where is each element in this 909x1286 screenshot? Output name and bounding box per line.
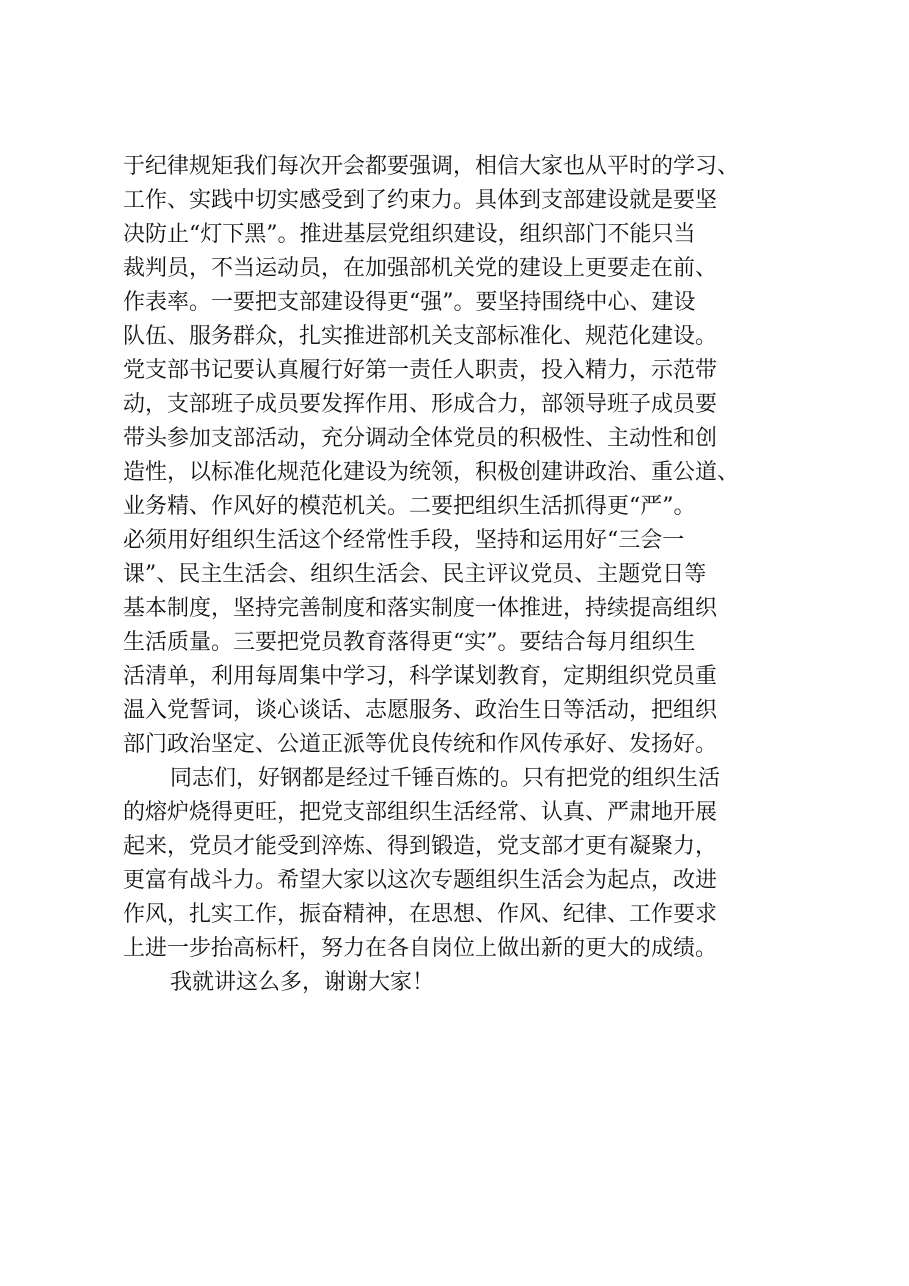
text-line: 作风，扎实工作，振奋精神，在思想、作风、纪律、工作要求 bbox=[123, 902, 718, 927]
text-line: 作表率。一要把支部建设得更“强”。要坚持围绕中心、建设 bbox=[123, 290, 696, 315]
text-line: 裁判员，不当运动员，在加强部机关党的建设上更要走在前、 bbox=[123, 256, 718, 281]
text-line: 更富有战斗力。希望大家以这次专题组织生活会为起点，改进 bbox=[123, 868, 718, 893]
text-line: 必须用好组织生活这个经常性手段，坚持和运用好“三会一 bbox=[123, 528, 685, 553]
closing-line: 我就讲这么多，谢谢大家！ bbox=[170, 970, 435, 995]
text-line: 的熔炉烧得更旺，把党支部组织生活经常、认真、严肃地开展 bbox=[123, 800, 718, 825]
text-line: 于纪律规矩我们每次开会都要强调，相信大家也从平时的学习、 bbox=[123, 154, 740, 179]
text-line: 上进一步抬高标杆，努力在各自岗位上做出新的更大的成绩。 bbox=[123, 936, 718, 961]
text-line: 课”、民主生活会、组织生活会、民主评议党员、主题党日等 bbox=[123, 562, 707, 587]
text-line: 部门政治坚定、公道正派等优良传统和作风传承好、发扬好。 bbox=[123, 732, 718, 757]
text-line: 基本制度，坚持完善制度和落实制度一体推进，持续提高组织 bbox=[123, 596, 718, 621]
text-line: 温入党誓词，谈心谈话、志愿服务、政治生日等活动，把组织 bbox=[123, 698, 718, 723]
text-line: 党支部书记要认真履行好第一责任人职责，投入精力，示范带 bbox=[123, 358, 718, 383]
text-line: 生活质量。三要把党员教育落得更“实”。要结合每月组织生 bbox=[123, 630, 696, 655]
paragraph-first-line: 同志们，好钢都是经过千锤百炼的。只有把党的组织生活 bbox=[170, 766, 721, 791]
text-line: 队伍、服务群众，扎实推进部机关支部标准化、规范化建设。 bbox=[123, 324, 718, 349]
text-line: 造性，以标准化规范化建设为统领，积极创建讲政治、重公道、 bbox=[123, 460, 740, 485]
text-line: 决防止“灯下黑”。推进基层党组织建设，组织部门不能只当 bbox=[123, 222, 696, 247]
text-line: 带头参加支部活动，充分调动全体党员的积极性、主动性和创 bbox=[123, 426, 718, 451]
text-line: 动，支部班子成员要发挥作用、形成合力，部领导班子成员要 bbox=[123, 392, 718, 417]
text-line: 起来，党员才能受到淬炼、得到锻造，党支部才更有凝聚力， bbox=[123, 834, 718, 859]
text-line: 业务精、作风好的模范机关。二要把组织生活抓得更“严”。 bbox=[123, 494, 696, 519]
text-line: 活清单，利用每周集中学习，科学谋划教育，定期组织党员重 bbox=[123, 664, 718, 689]
text-line: 工作、实践中切实感受到了约束力。具体到支部建设就是要坚 bbox=[123, 188, 718, 213]
